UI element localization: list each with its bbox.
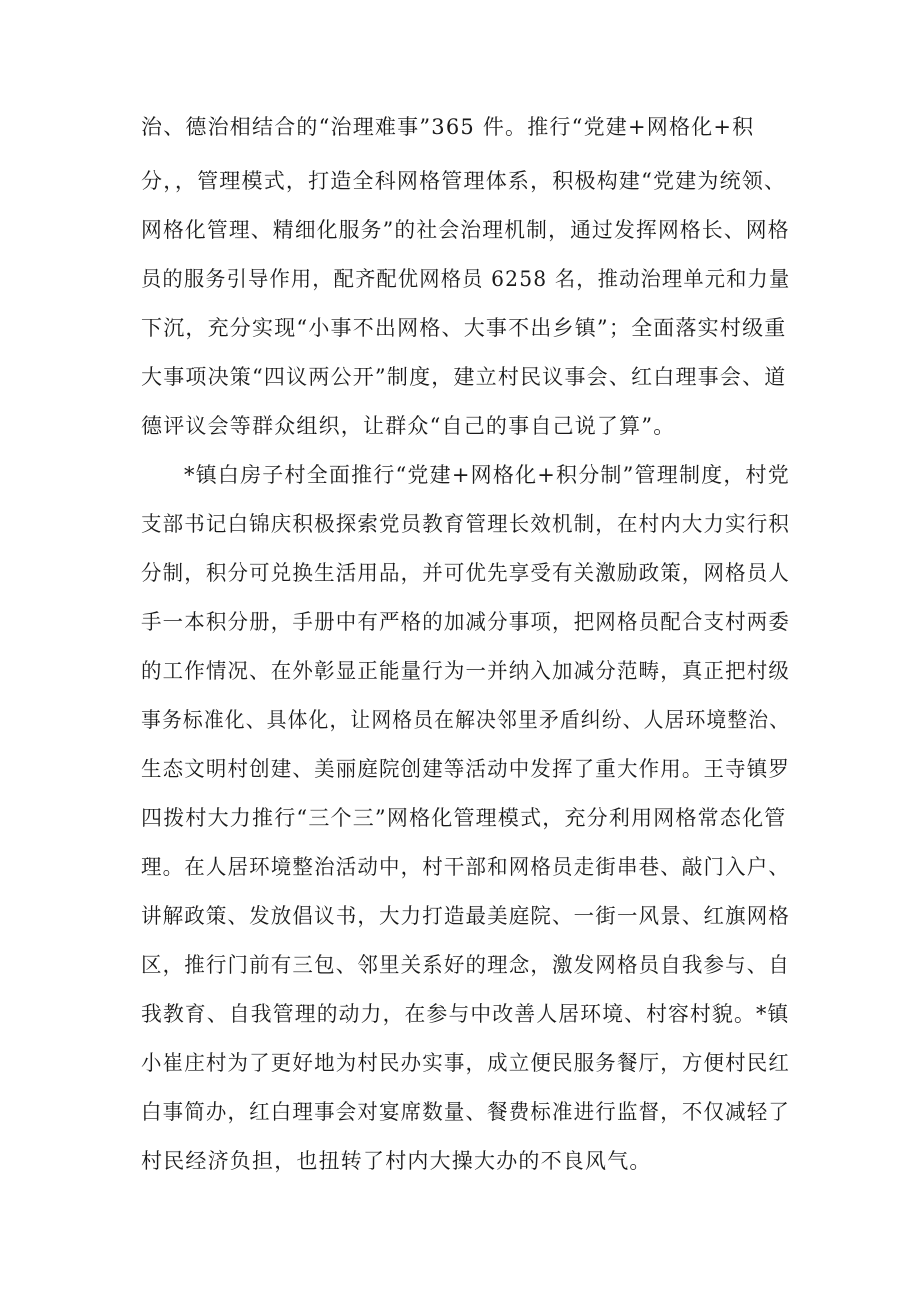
body-text-line: 下沉，充分实现“小事不出网格、大事不出乡镇”；全面落实村级重	[141, 316, 787, 340]
body-text-line: 的工作情况、在外彰显正能量行为一并纳入加减分范畴，真正把村级	[141, 659, 791, 683]
body-text-line: 理。在人居环境整治活动中，村干部和网格员走街串巷、敲门入户、	[141, 855, 791, 879]
body-text-line: 讲解政策、发放倡议书，大力打造最美庭院、一街一风景、红旗网格	[141, 904, 791, 928]
body-text-line: 手一本积分册，手册中有严格的加减分事项，把网格员配合支村两委	[141, 610, 791, 634]
body-text-line: 网格化管理、精细化服务”的社会治理机制，通过发挥网格长、网格	[141, 218, 790, 242]
body-text-line: 治、德治相结合的“治理难事”365 件。推行“党建+网格化+积	[141, 115, 755, 139]
body-text-line: 村民经济负担，也扭转了村内大操大办的不良风气。	[141, 1149, 652, 1173]
body-text-line: 我教育、自我管理的动力，在参与中改善人居环境、村容村貌。*镇	[141, 1002, 790, 1026]
body-text-line: 事务标准化、具体化，让网格员在解决邻里矛盾纠纷、人居环境整治、	[141, 708, 791, 732]
body-text-line: 员的服务引导作用，配齐配优网格员 6258 名，推动治理单元和力量	[141, 267, 791, 291]
body-text-line: 区，推行门前有三包、邻里关系好的理念，激发网格员自我参与、自	[141, 953, 791, 977]
body-text-line: 德评议会等群众组织，让群众“自己的事自己说了算”。	[141, 414, 676, 438]
body-text-line: 白事简办，红白理事会对宴席数量、餐费标准进行监督，不仅减轻了	[141, 1100, 791, 1124]
body-text-line: 大事项决策“四议两公开”制度，建立村民议事会、红白理事会、道	[141, 365, 787, 389]
body-text-line: *镇白房子村全面推行“党建+网格化+积分制”管理制度，村党	[184, 463, 790, 487]
body-text-line: 分制，积分可兑换生活用品，并可优先享受有关激励政策，网格员人	[141, 561, 791, 585]
body-text-line: 生态文明村创建、美丽庭院创建等活动中发挥了重大作用。王寺镇罗	[141, 757, 791, 781]
body-text-line: 分，，管理模式，打造全科网格管理体系，积极构建“党建为统领、	[141, 169, 787, 193]
body-text-line: 小崔庄村为了更好地为村民办实事，成立便民服务餐厅，方便村民红	[141, 1051, 791, 1075]
body-text-line: 四拨村大力推行“三个三”网格化管理模式，充分利用网格常态化管	[141, 806, 787, 830]
body-text-line: 支部书记白锦庆积极探索党员教育管理长效机制，在村内大力实行积	[141, 512, 791, 536]
